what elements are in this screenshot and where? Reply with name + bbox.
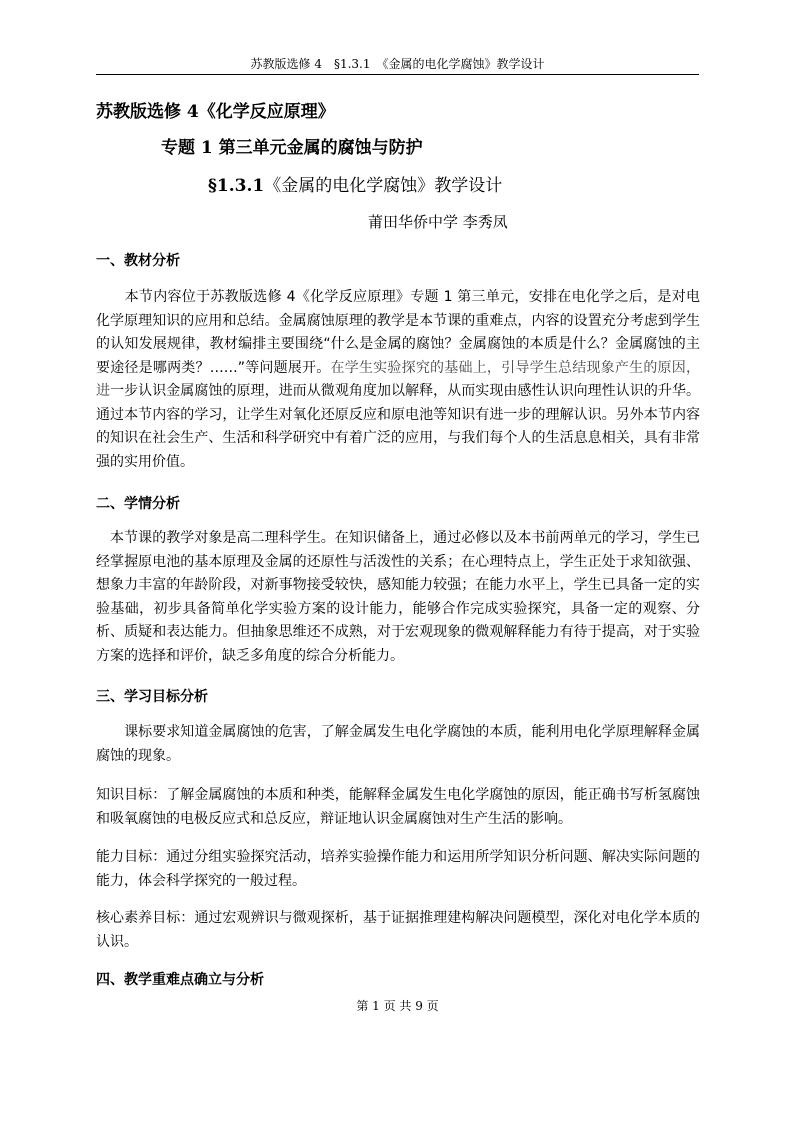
section-heading-learner-analysis: 二、学情分析: [96, 496, 180, 512]
doc-title-unit: 专题 1 第三单元金属的腐蚀与防护: [161, 138, 423, 158]
paragraph-textbook-analysis-part1: 本节内容位于苏教版选修 4《化学反应原理》专题 1 第三单元，安排在电化学之后，是对电化学原理知识的应用和总结。金属腐蚀原理的教学是本节课的重难点，内容的设置充分考虑到学生的认知发展规律，教材编排主要围绕“什么是金属的腐蚀？金属腐蚀的本质是什么？金属腐蚀的主要途径是哪两类？……”等问题展开。: [96, 289, 700, 376]
section-heading-objectives: 三、学习目标分析: [96, 689, 208, 705]
lesson-number: §1.3.1: [208, 176, 265, 196]
paragraph-knowledge-objective: 知识目标：了解金属腐蚀的本质和种类，能解释金属发生电化学腐蚀的原因，能正确书写析氢腐蚀和吸氧腐蚀的电极反应式和总反应，辩证地认识金属腐蚀对生产生活的影响。: [96, 787, 700, 827]
paragraph-curriculum-requirement: 课标要求知道金属腐蚀的危害，了解金属发生电化学腐蚀的本质，能利用电化学原理解释金属腐蚀的现象。: [96, 724, 700, 764]
paragraph-learner-analysis: 本节课的教学对象是高二理科学生。在知识储备上，通过必修以及本书前两单元的学习，学生已经掌握原电池的基本原理及金属的还原性与活泼性的关系；在心理特点上，学生正处于求知欲强、想象力丰富的年龄阶段，对新事物接受较快，感知能力较强；在能力水平上，学生已具备一定的实验基础，初步具备简单化学实验方案的设计能力，能够合作完成实验探究，具备一定的观察、分析、质疑和表达能力。但抽象思维还不成熟，对于宏观现象的微观解释能力有待于提高，对于实验方案的选择和评价，缺乏多角度的综合分析能力。: [96, 530, 700, 664]
header-rule: [96, 74, 699, 75]
section-heading-key-points: 四、教学重难点确立与分析: [96, 972, 264, 988]
paragraph-ability-objective: 能力目标：通过分组实验探究活动，培养实验操作能力和运用所学知识分析问题、解决实际问题的能力，体会科学探究的一般过程。: [96, 849, 700, 889]
paragraph-textbook-analysis-part3: 一步认识金属腐蚀的原理，进而从微观角度加以解释，从而实现由感性认识向理性认识的升华。通过本节内容的学习，让学生对氧化还原反应和原电池等知识有进一步的理解认识。另外本节内容的知识在社会生产、生活和科学研究中有着广泛的应用，与我们每个人的生活息息相关，具有非常强的实用价值。: [96, 383, 701, 470]
section-heading-textbook-analysis: 一、教材分析: [96, 253, 180, 269]
paragraph-core-literacy-objective: 核心素养目标：通过宏观辨识与微观探析，基于证据推理建构解决问题模型，深化对电化学本质的认识。: [96, 910, 700, 950]
doc-title-lesson: [208, 171, 502, 196]
paragraph-textbook-analysis-part2: 在学生实验探究的基础上，引导学生总结现象产生的原因，进: [96, 359, 700, 399]
page-footer: 第 1 页 共 9 页: [356, 999, 439, 1013]
lesson-name: 《金属的电化学腐蚀》教学设计: [264, 176, 503, 196]
paragraph-textbook-analysis: [96, 286, 700, 474]
author-line: 莆田华侨中学 李秀凤: [368, 213, 508, 231]
page-header: 苏教版选修 4 §1.3.1 《金属的电化学腐蚀》教学设计: [250, 57, 545, 71]
doc-title-textbook: 苏教版选修 4《化学反应原理》: [96, 102, 335, 122]
